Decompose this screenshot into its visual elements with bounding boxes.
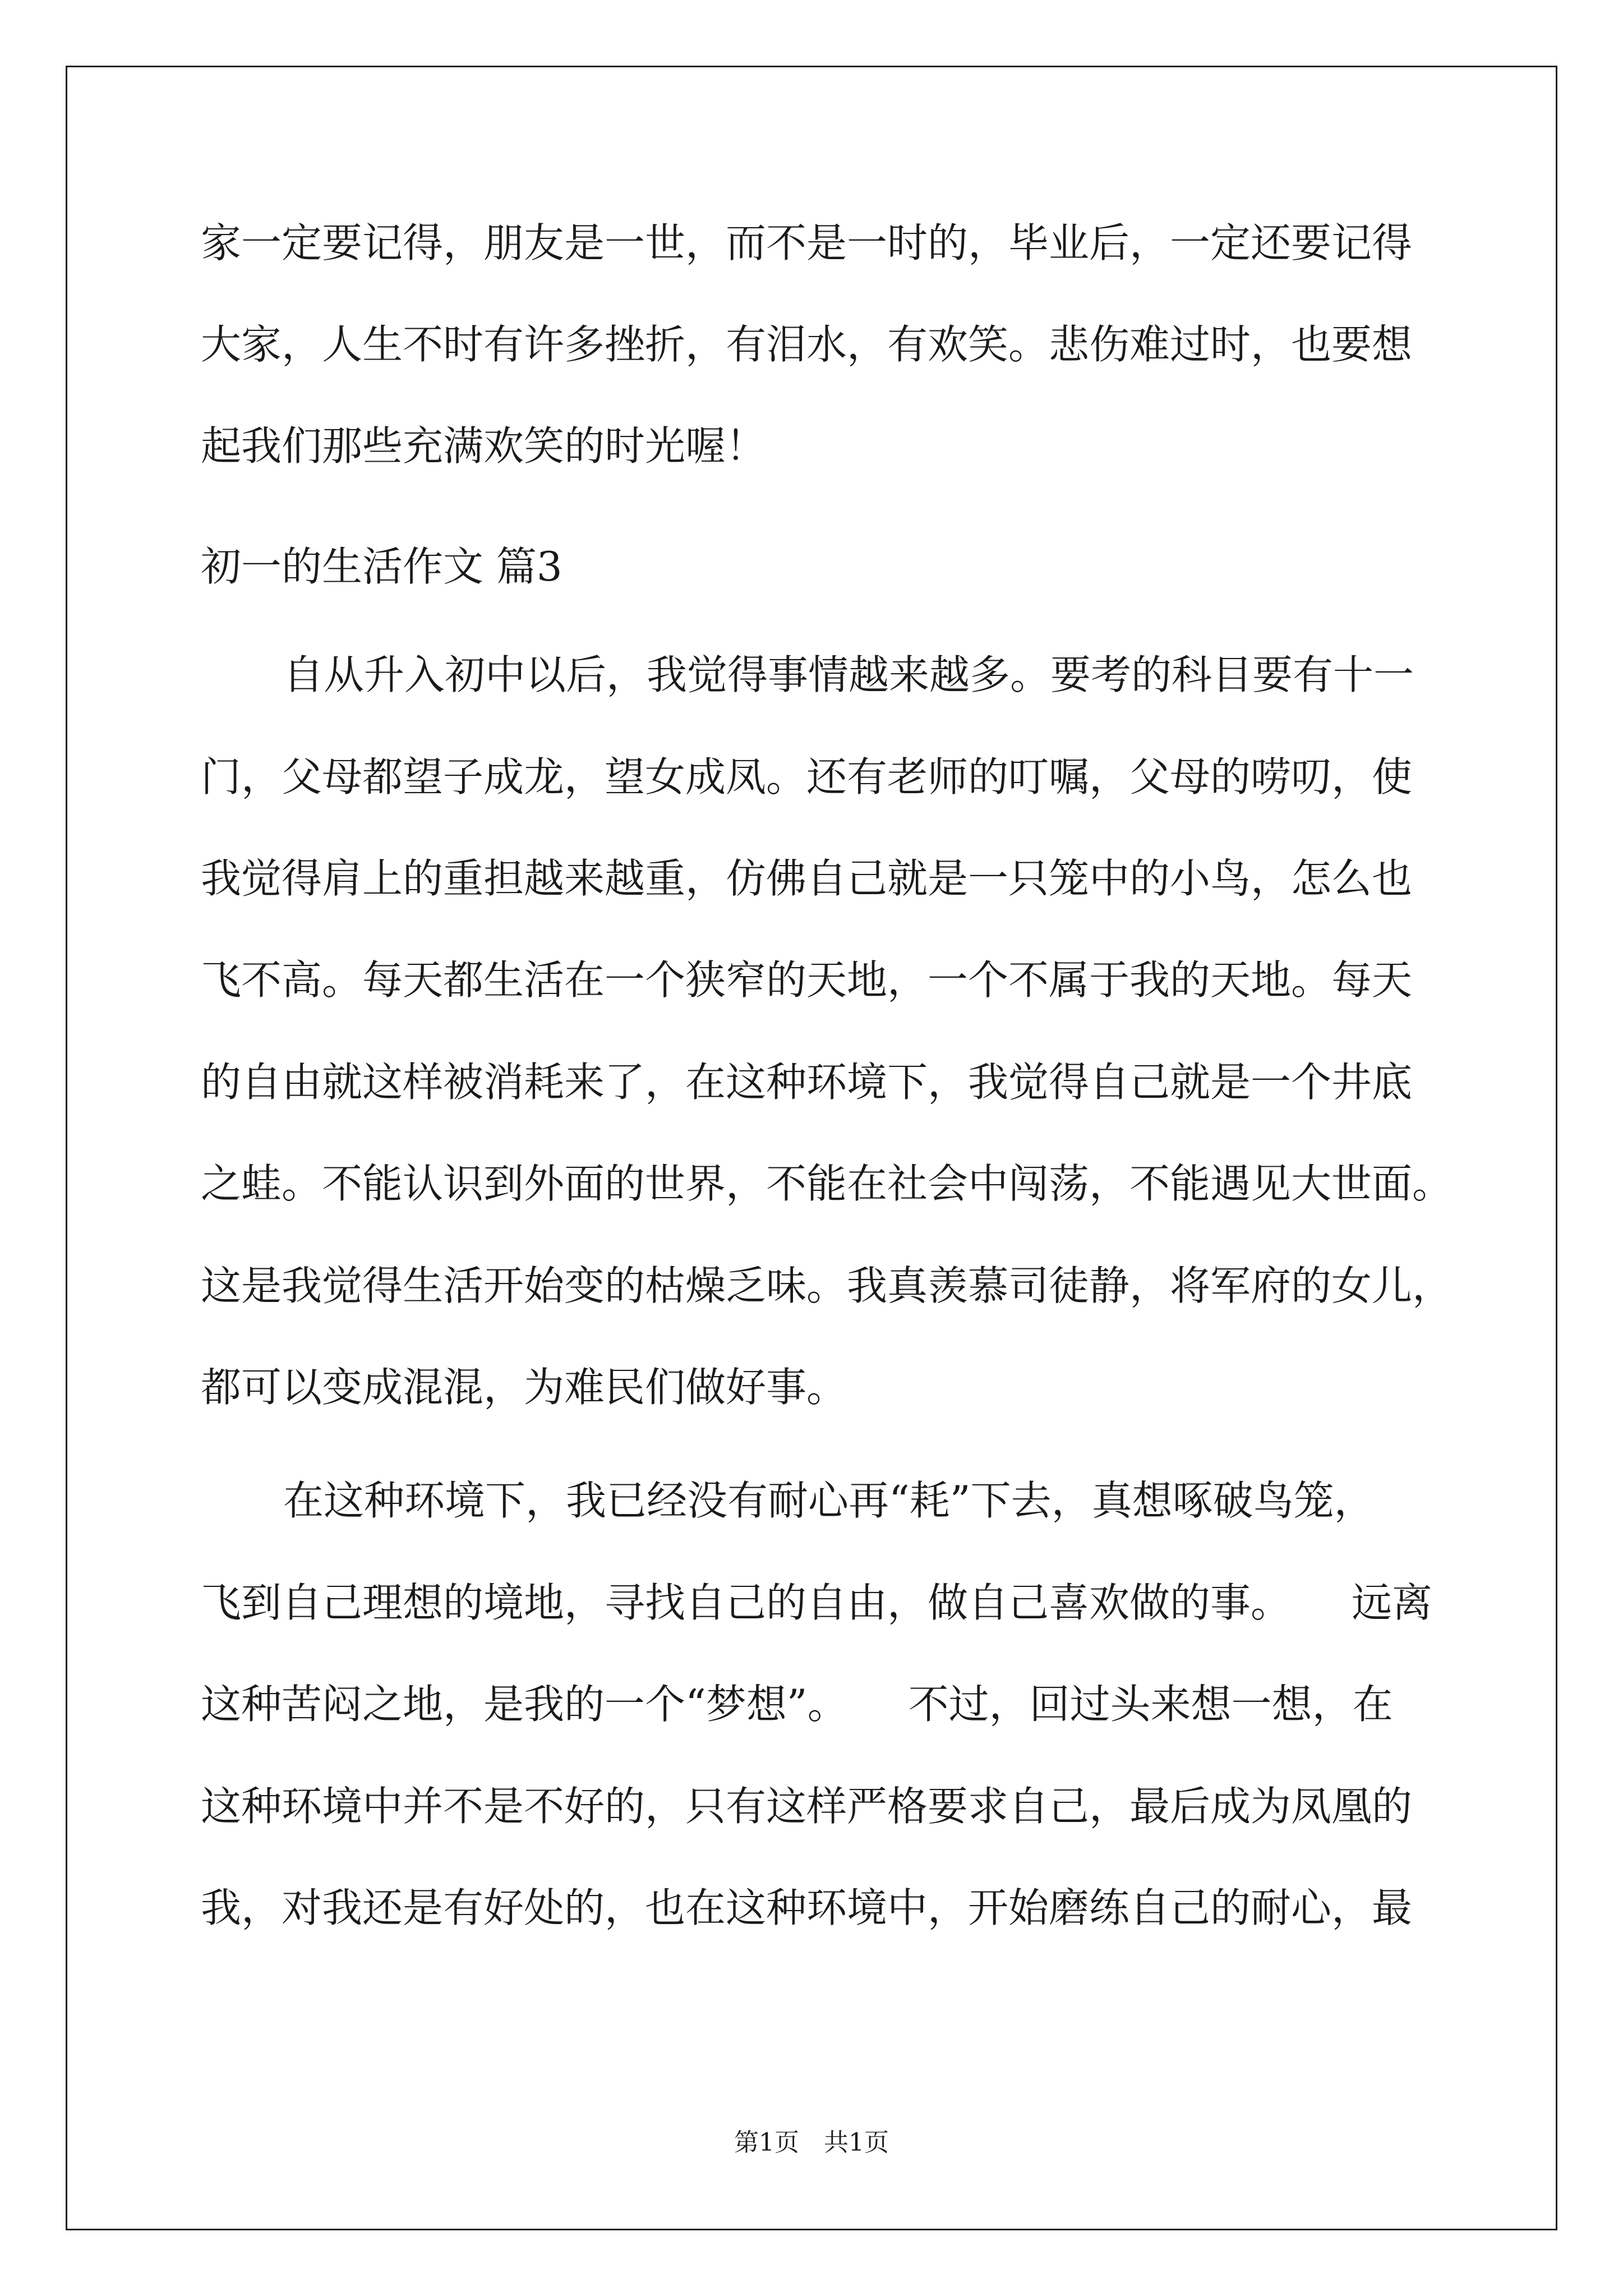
text-line-15: 这种苦闷之地，是我的一个“梦想”。 不过，回过头来想一想，在 [201,1681,1393,1728]
text-line-8: 飞不高。每天都生活在一个狭窄的天地，一个不属于我的天地。每天 [201,956,1413,1004]
text-line-9: 的自由就这样被消耗来了，在这种环境下，我觉得自己就是一个井底 [201,1059,1413,1106]
text-line-5: 自从升入初中以后，我觉得事情越来越多。要考的科目要有十一 [283,651,1414,698]
text-line-17: 我，对我还是有好处的，也在这种环境中，开始磨练自己的耐心，最 [201,1884,1413,1931]
page-footer: 第1页 共1页 [734,2128,889,2157]
text-line-1: 家一定要记得，朋友是一世，而不是一时的，毕业后，一定还要记得 [201,219,1413,266]
text-line-11: 这是我觉得生活开始变的枯燥乏味。我真羡慕司徒静，将军府的女儿， [201,1262,1453,1309]
text-line-6: 门，父母都望子成龙，望女成凤。还有老师的叮嘱，父母的唠叨，使 [201,753,1413,800]
text-line-7: 我觉得肩上的重担越来越重，仿佛自己就是一只笼中的小鸟，怎么也 [201,855,1413,902]
section-heading: 初一的生活作文 篇3 [201,543,562,590]
text-line-14: 飞到自己理想的境地，寻找自己的自由，做自己喜欢做的事。 远离 [201,1579,1433,1626]
text-line-10: 之蛙。不能认识到外面的世界，不能在社会中闯荡，不能遇见大世面。 [201,1160,1453,1207]
text-line-3: 起我们那些充满欢笑的时光喔！ [201,422,767,470]
text-line-13: 在这种环境下，我已经没有耐心再“耗”下去，真想啄破鸟笼， [283,1477,1375,1524]
text-line-2: 大家，人生不时有许多挫折，有泪水，有欢笑。悲伤难过时，也要想 [201,321,1413,368]
text-line-16: 这种环境中并不是不好的，只有这样严格要求自己，最后成为凤凰的 [201,1783,1413,1830]
text-line-12: 都可以变成混混，为难民们做好事。 [201,1364,847,1411]
